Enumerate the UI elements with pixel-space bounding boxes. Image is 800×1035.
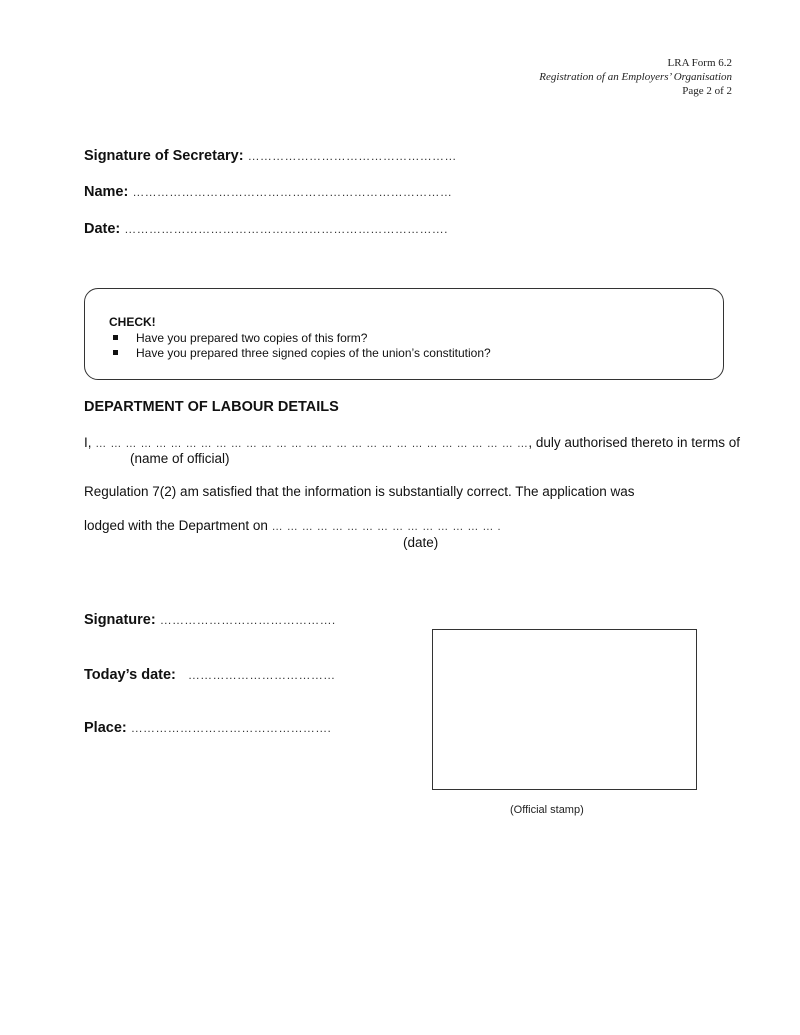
official-name-line[interactable]: … … … … … … … … … … … … … … … … … … … … … … … … … … … … … xyxy=(95,438,529,450)
secretary-name-field[interactable] xyxy=(84,184,452,200)
secretary-date-line[interactable]: ……………………………………………………………………. xyxy=(124,222,448,236)
declaration-suffix: , duly authorised thereto in terms of xyxy=(528,435,740,450)
lodged-prefix: lodged with the Department on xyxy=(84,518,268,533)
square-bullet-icon xyxy=(113,350,118,355)
checklist-title: CHECK! xyxy=(109,315,156,329)
checklist-item xyxy=(109,330,491,345)
secretary-name-label: Name: xyxy=(84,184,129,200)
checklist-item-text: Have you prepared two copies of this form? xyxy=(136,330,368,345)
lodged-date-input-line[interactable]: … … … … … … … … … … … … … … … . xyxy=(271,521,502,533)
secretary-signature-field[interactable] xyxy=(84,148,457,164)
official-stamp-caption: (Official stamp) xyxy=(510,804,584,816)
official-declaration-line xyxy=(84,435,740,450)
checklist-box xyxy=(84,288,724,380)
form-header xyxy=(539,56,732,98)
page-indicator: Page 2 of 2 xyxy=(682,85,732,97)
official-signature-label: Signature: xyxy=(84,612,156,628)
date-caption: (date) xyxy=(403,535,439,550)
lodged-date-line xyxy=(84,518,501,533)
square-bullet-icon xyxy=(113,335,118,340)
form-number: LRA Form 6.2 xyxy=(667,57,732,69)
secretary-signature-line[interactable]: …………………………………………… xyxy=(247,149,457,163)
department-section-title: DEPARTMENT OF LABOUR DETAILS xyxy=(84,399,339,415)
regulation-line: Regulation 7(2) am satisfied that the information is substantially correct. The application was xyxy=(84,484,635,499)
todays-date-field[interactable] xyxy=(84,667,335,683)
secretary-date-label: Date: xyxy=(84,221,121,237)
secretary-date-field[interactable] xyxy=(84,221,448,237)
checklist xyxy=(109,330,491,360)
todays-date-line[interactable]: ……………………………… xyxy=(187,668,336,682)
official-signature-line[interactable]: ……………………………………. xyxy=(159,613,336,627)
official-name-caption: (name of official) xyxy=(130,451,230,466)
todays-date-label: Today’s date: xyxy=(84,667,176,683)
checklist-item-text: Have you prepared three signed copies of the union’s constitution? xyxy=(136,345,491,360)
official-stamp-box[interactable] xyxy=(432,629,697,790)
place-field[interactable] xyxy=(84,720,331,736)
checklist-item xyxy=(109,345,491,360)
secretary-signature-label: Signature of Secretary: xyxy=(84,148,244,164)
secretary-name-line[interactable]: …………………………………………………………………… xyxy=(132,185,453,199)
place-line[interactable]: …………………………………………. xyxy=(130,721,332,735)
form-title: Registration of an Employers’ Organisation xyxy=(539,71,732,83)
official-signature-field[interactable] xyxy=(84,612,336,628)
declaration-prefix: I, xyxy=(84,435,92,450)
place-label: Place: xyxy=(84,720,127,736)
